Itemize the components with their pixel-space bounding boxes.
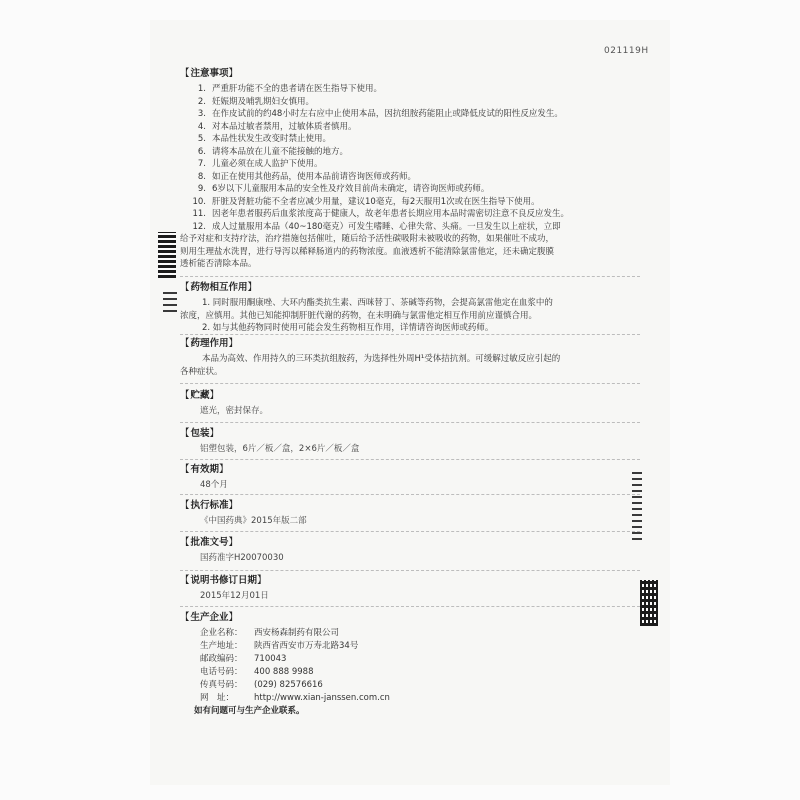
document-code: 021119H (604, 46, 649, 56)
precaution-number: 2. (197, 96, 206, 107)
divider (180, 383, 640, 384)
precaution-text: 妊娠期及哺乳期妇女慎用。 (212, 96, 315, 107)
manufacturer-key: 邮政编码： (200, 654, 243, 664)
precaution-text: 严重肝功能不全的患者请在医生指导下使用。 (212, 84, 383, 94)
precaution-12-continued (180, 233, 640, 271)
precaution-item (180, 83, 640, 96)
pharmacology-line-2: 各种症状。 (180, 366, 223, 377)
divider (180, 494, 640, 495)
standard-value: 《中国药典》2015年版二部 (200, 516, 307, 526)
manufacturer-row (200, 653, 640, 666)
manufacturer-title: 生产企业 (190, 612, 229, 623)
manufacturer-value: 陕西省西安市万寿北路34号 (254, 641, 359, 651)
precaution-number: 11. (192, 209, 206, 219)
precaution-text: 成人过量服用本品（40~180毫克）可发生嗜睡、心律失常、头痛。一旦发生以上症状，立即 (212, 221, 561, 232)
precaution-text: 本品性状发生改变时禁止使用。 (212, 134, 332, 144)
precaution-number: 4. (197, 121, 206, 132)
manufacturer-row (200, 640, 640, 653)
precaution-number: 3. (197, 109, 206, 119)
precaution-number: 12. (192, 221, 206, 232)
manufacturer-value: 400 888 9988 (254, 667, 314, 677)
precaution-text: 因老年患者服药后血浆浓度高于健康人，故老年患者长期应用本品时需密切注意不良反应发生。 (212, 209, 570, 219)
precaution-number: 9. (197, 184, 206, 194)
precaution-text: 如正在使用其他药品，使用本品前请咨询医师或药师。 (212, 171, 417, 182)
precaution-12-line: 则用生理盐水洗胃，进行导泻以稀释肠道内的药物浓度。血液透析不能清除氯雷他定，还未确定腹膜 (180, 246, 555, 257)
standard-title: 执行标准 (190, 500, 229, 511)
precaution-item (180, 221, 640, 234)
manufacturer-details (180, 627, 640, 705)
divider (180, 570, 640, 571)
interactions-line-1: 1. 同时服用酮康唑、大环内酯类抗生素、西咪替丁、茶碱等药物，会提高氯雷他定在血浆中的 (202, 298, 553, 308)
manufacturer-value: http://www.xian-janssen.com.cn (254, 693, 390, 703)
storage-value: 遮光，密封保存。 (200, 406, 269, 416)
revision-value: 2015年12月01日 (200, 591, 269, 601)
revision-title: 说明书修订日期 (190, 575, 258, 586)
manufacturer-key: 生产地址： (200, 641, 243, 651)
barcode-right-image (640, 580, 658, 626)
pharmacology-section: 【药理作用】 本品为高效、作用持久的三环类抗组胺药，为选择性外周H¹受体拮抗剂。可缓解过敏反应引起的 各种症状。 (180, 338, 640, 378)
divider (180, 459, 640, 460)
precaution-number: 6. (197, 146, 206, 157)
precaution-number: 7. (197, 159, 206, 169)
precautions-title: 注意事项 (190, 68, 229, 79)
manufacturer-row (200, 679, 640, 692)
precaution-item (180, 121, 640, 134)
barcode-left-image (158, 232, 176, 278)
storage-title: 贮藏 (190, 390, 210, 401)
precaution-text: 6岁以下儿童服用本品的安全性及疗效目前尚未确定，请咨询医师或药师。 (212, 184, 490, 194)
precaution-item (180, 108, 640, 121)
precaution-number: 5. (197, 134, 206, 144)
precaution-text: 对本品过敏者禁用，过敏体质者慎用。 (212, 121, 357, 132)
interactions-title: 药物相互作用 (190, 282, 248, 293)
manufacturer-value: (029) 82576616 (254, 680, 323, 690)
interactions-section: 【药物相互作用】 1. 同时服用酮康唑、大环内酯类抗生素、西咪替丁、茶碱等药物，会提高氯雷他定在血浆中的 浓度，应慎用。其他已知能抑制肝脏代谢的药物，在未明确与氯雷他定相互作用前应谨慎合用。 2. 如与其他药物同时使用可能会发生药物相互作用，详情请咨询医师或药师。 (180, 282, 640, 335)
precaution-item (180, 208, 640, 221)
precaution-item (180, 196, 640, 209)
approval-section: 【批准文号】 国药准字H20070030 (180, 537, 640, 565)
precaution-item (180, 171, 640, 184)
validity-section: 【有效期】 48个月 (180, 464, 640, 492)
storage-section: 【贮藏】 遮光，密封保存。 (180, 390, 640, 418)
manufacturer-key: 电话号码： (200, 667, 243, 677)
manufacturer-value: 710043 (254, 654, 287, 664)
divider (180, 606, 640, 607)
manufacturer-key: 网 址： (200, 693, 235, 703)
precaution-number: 8. (197, 171, 206, 182)
manufacturer-key: 企业名称： (200, 628, 243, 638)
precaution-item (180, 158, 640, 171)
pharmacology-line-1: 本品为高效、作用持久的三环类抗组胺药，为选择性外周H¹受体拮抗剂。可缓解过敏反应引起的 (202, 354, 561, 364)
precautions-list (180, 83, 640, 233)
manufacturer-section: 【生产企业】 企业名称： 西安杨森制药有限公司 生产地址： 陕西省西安市万寿北路34号 邮政编码： 710043 电话号码： 400 888 9988 传真号码： (029) 82576616 网 址： http://www.xian-janssen.com.cn 如有问题可与生产企业联系。 (180, 612, 640, 718)
precaution-item (180, 133, 640, 146)
precaution-12-line: 给予对症和支持疗法，治疗措施包括催吐，随后给予活性碳吸附未被吸收的药物，如果催吐不成功， (180, 234, 555, 244)
divider (180, 422, 640, 423)
pharmacology-title: 药理作用 (190, 338, 229, 349)
precaution-item (180, 96, 640, 109)
approval-value: 国药准字H20070030 (200, 553, 284, 563)
packaging-value: 铝塑包装，6片／板／盒，2×6片／板／盒 (200, 444, 360, 454)
precaution-text: 肝脏及肾脏功能不全者应减少用量，建议10毫克，每2天服用1次或在医生指导下使用。 (212, 196, 540, 207)
interactions-line-2: 浓度，应慎用。其他已知能抑制肝脏代谢的药物，在未明确与氯雷他定相互作用前应谨慎合用。 (180, 310, 538, 321)
contact-note: 如有问题可与生产企业联系。 (194, 706, 305, 716)
precautions-section: 【注意事项】 1. 严重肝功能不全的患者请在医生指导下使用。 2. 妊娠期及哺乳期妇女慎用。 3. 在作皮试前的约48小时左右应中止使用本品，因抗组胺药能阻止或降低皮试的阳性反应发生。 4. 对本品过敏者禁用，过敏体质者慎用。 5. 本品性状发生改变时禁止使用。 6. 请将本品放在儿童不能接触的地方。 7. 儿童必须在成人监护下使用。 8. 如正在使用其他药品，使用本品前请咨询医师或药师。 9. 6岁以下儿童服用本品的安全性及疗效目前尚未确定，请咨询医师或药师。 10. 肝脏及肾脏功能不全者应减少用量，建议10毫克，每2天服用1次或在医生指导下使用。 11. 因老年患者服药后血浆浓度高于健康人，故老年患者长期应用本品时需密切注意不良反应发生。 12. 成人过量服用本品（40~180毫克）可发生嗜睡、心律失常、头痛。一旦发生以上症状，立即 给予对症和支持疗法，治疗措施包括催吐，随后给予活性碳吸附未被吸收的药物，如果催吐不成功， 则用生理盐水洗胃，进行导泻以稀释肠道内的药物浓度。血液透析不能清除氯雷他定，还未确定腹膜 透析能否清除本品。 (180, 68, 640, 271)
standard-section: 【执行标准】 《中国药典》2015年版二部 (180, 500, 640, 528)
manufacturer-key: 传真号码： (200, 680, 243, 690)
precaution-text: 请将本品放在儿童不能接触的地方。 (212, 146, 349, 157)
manufacturer-row (200, 666, 640, 679)
revision-section: 【说明书修订日期】 2015年12月01日 (180, 575, 640, 603)
divider (180, 531, 640, 532)
validity-title: 有效期 (190, 464, 220, 475)
approval-title: 批准文号 (190, 537, 229, 548)
divider (180, 334, 640, 335)
precaution-text: 儿童必须在成人监护下使用。 (212, 159, 323, 169)
manufacturer-row (200, 692, 640, 705)
precaution-number: 10. (192, 196, 206, 207)
precaution-text: 在作皮试前的约48小时左右应中止使用本品，因抗组胺药能阻止或降低皮试的阳性反应发生。 (212, 109, 563, 119)
divider (180, 276, 640, 277)
precaution-item (180, 146, 640, 159)
packaging-section: 【包装】 铝塑包装，6片／板／盒，2×6片／板／盒 (180, 428, 640, 456)
precaution-12-line: 透析能否清除本品。 (180, 259, 257, 269)
barcode-left-stripes (163, 288, 177, 312)
manufacturer-value: 西安杨森制药有限公司 (254, 628, 340, 638)
validity-value: 48个月 (200, 480, 228, 490)
precaution-item (180, 183, 640, 196)
precaution-number: 1. (197, 84, 206, 94)
interactions-line-3: 2. 如与其他药物同时使用可能会发生药物相互作用，详情请咨询医师或药师。 (202, 323, 494, 333)
manufacturer-row (200, 627, 640, 640)
packaging-title: 包装 (190, 428, 210, 439)
